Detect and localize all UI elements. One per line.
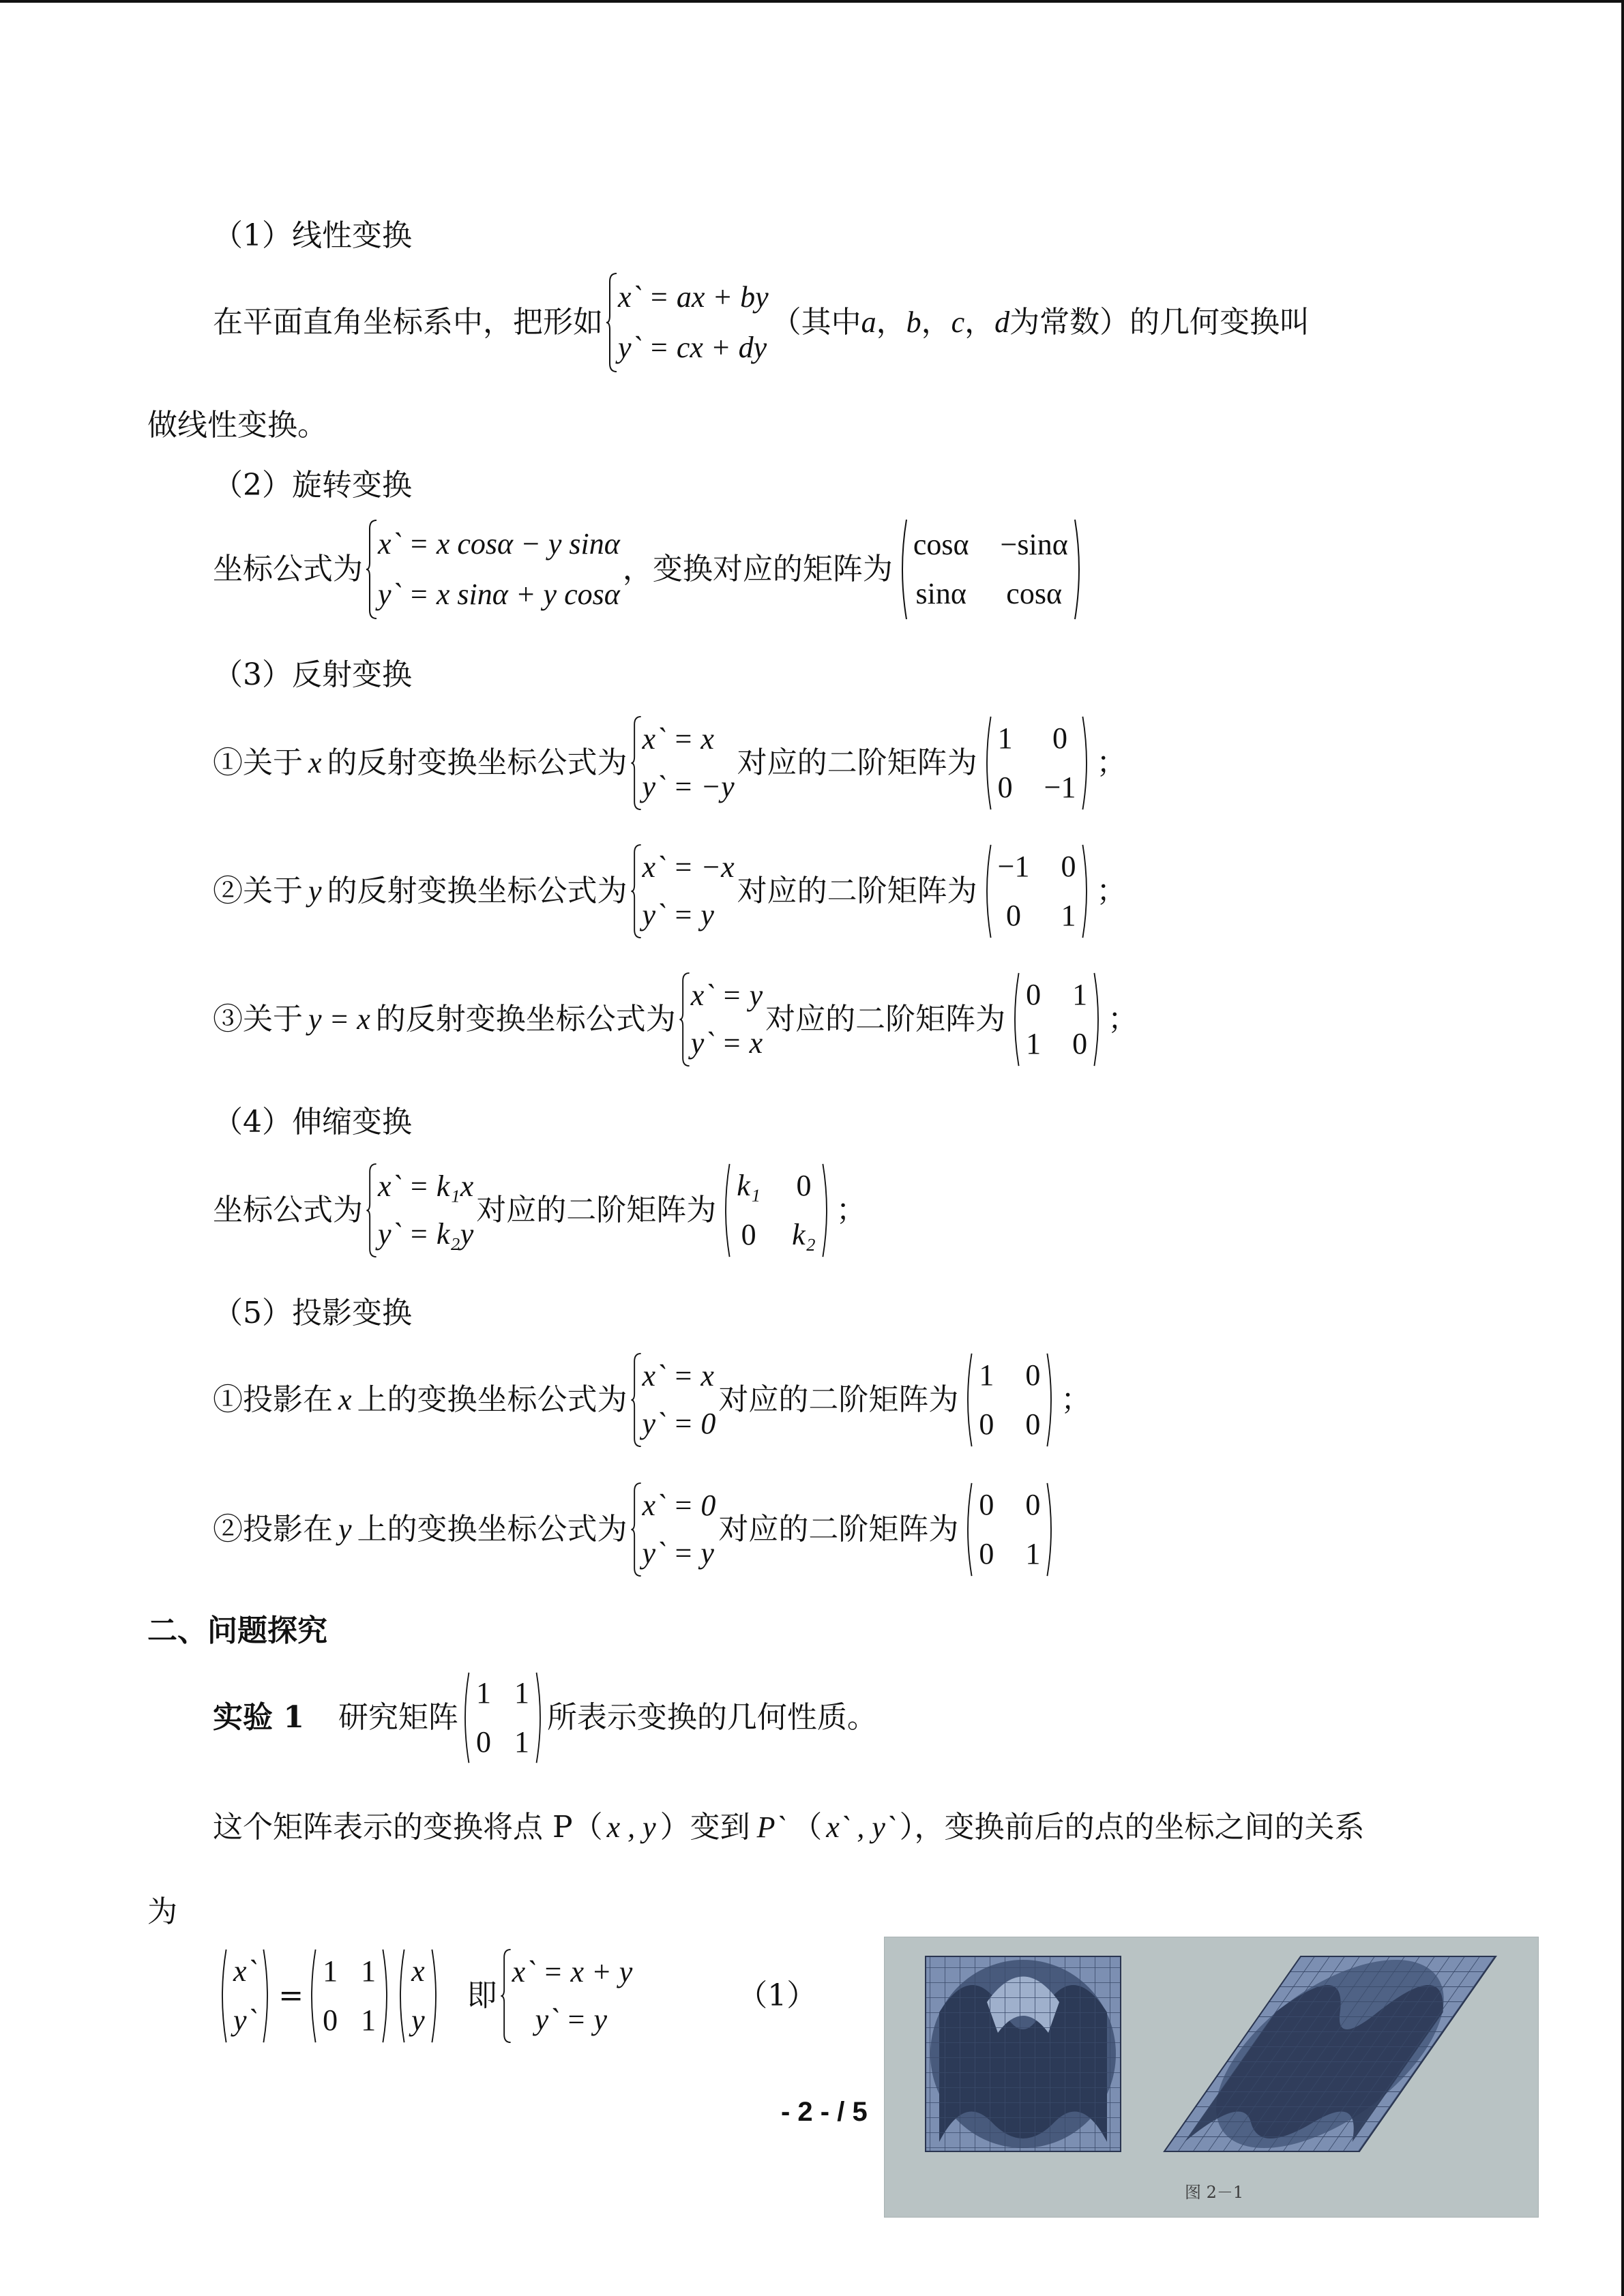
para-var: x , y	[606, 1810, 656, 1844]
item-end: ；	[1096, 874, 1127, 908]
vector-cell: x`	[233, 1954, 257, 1988]
para-text: ），变换前后的点的坐标之间的关系	[899, 1810, 1365, 1845]
matrix-cell: 1	[1025, 1537, 1041, 1570]
item-matrix	[962, 1482, 1057, 1577]
matrix-cell: 0	[979, 1537, 994, 1570]
para-line2: 为	[147, 1894, 177, 1929]
sec5-item2	[213, 1478, 1061, 1581]
right-paren-icon	[381, 1948, 392, 2044]
item-rest: 上的变换坐标公式为	[357, 1512, 628, 1547]
right-border	[1621, 0, 1624, 2296]
matrix-cell: 0	[741, 1218, 756, 1251]
item-system	[630, 1482, 716, 1577]
sec1-eq1: x` = ax + by	[618, 280, 769, 314]
final-system	[500, 1948, 633, 2044]
item-eq1: x` = 0	[642, 1489, 716, 1522]
sheared-grid	[1164, 1956, 1496, 2151]
matrix-cell: 0	[1061, 850, 1076, 883]
matrix-cell: 0	[1006, 899, 1022, 932]
comma: ，	[964, 305, 995, 340]
matrix-cell: 1	[361, 1954, 377, 1988]
item-var: y	[308, 874, 322, 908]
vector-xy	[395, 1948, 441, 2044]
var-d: d	[994, 305, 1010, 339]
sec2-para	[213, 518, 1089, 621]
item-matrix	[981, 844, 1093, 939]
matrix-cell: 0	[979, 1407, 994, 1441]
final-eq1: x` = x + y	[512, 1955, 633, 1988]
ji-text: 即	[467, 1978, 497, 2013]
left-brace-icon	[630, 844, 643, 939]
left-brace-icon	[366, 519, 378, 620]
item-var: x	[338, 1383, 352, 1416]
matrix-cell: 1	[1026, 1027, 1042, 1060]
left-paren-icon	[460, 1671, 471, 1764]
final-matrix	[306, 1948, 392, 2044]
figure-caption: 图 2－1	[1185, 2183, 1244, 2202]
sec1-line2: 做线性变换。	[147, 408, 327, 443]
right-paren-icon	[1046, 1482, 1057, 1577]
var-b: b	[906, 305, 921, 339]
sec5-title: （5）投影变换	[213, 1296, 412, 1330]
item-end: ；	[1061, 1382, 1091, 1417]
item-var: x	[308, 746, 322, 779]
item-eq2: y` = y	[642, 1536, 714, 1570]
right-paren-icon	[535, 1671, 546, 1764]
item-eq1: x` = x	[642, 1359, 714, 1392]
right-paren-icon	[1046, 1352, 1057, 1448]
sec3-title: （3）反射变换	[213, 657, 412, 692]
item-lead: ②关于	[213, 874, 303, 908]
para-text: （	[792, 1810, 823, 1845]
matrix-cell: 1	[514, 1676, 529, 1710]
top-border	[0, 0, 1624, 3]
left-paren-icon	[395, 1948, 406, 2044]
item-matrix	[1009, 972, 1104, 1067]
item-system	[630, 715, 735, 811]
equation-number: （1）	[737, 1978, 817, 2013]
sec4-end: ；	[836, 1193, 866, 1227]
sec1-text-end: 为常数）的几何变换叫	[1009, 305, 1310, 340]
right-paren-icon	[1074, 518, 1084, 621]
final-equation	[213, 1945, 816, 2047]
item-lead: ①投影在	[213, 1382, 333, 1417]
left-paren-icon	[962, 1352, 973, 1448]
sec5-item1	[213, 1349, 1091, 1451]
item-eq2: y` = 0	[642, 1407, 716, 1440]
matrix-cell: 0	[323, 2003, 338, 2037]
matrix-cell: 0	[1025, 1407, 1041, 1441]
matrix-cell: 0	[1072, 1027, 1088, 1060]
shear-figure-image	[885, 1937, 1538, 2217]
item-eq2: y` = −y	[642, 770, 735, 803]
sec1-text-before: 在平面直角坐标系中，把形如	[213, 305, 603, 340]
exp1-matrix	[460, 1671, 546, 1764]
item-mid: 对应的二阶矩阵为	[765, 1002, 1006, 1037]
item-end: ；	[1108, 1002, 1138, 1037]
exp1-label: 实验 1	[213, 1700, 304, 1735]
sec2-matrix	[897, 518, 1084, 621]
left-paren-icon	[720, 1163, 731, 1258]
sec4-lead: 坐标公式为	[213, 1193, 363, 1227]
item-eq1: x` = y	[690, 979, 763, 1012]
matrix-cell: 0	[475, 1725, 491, 1759]
left-brace-icon	[366, 1163, 378, 1258]
part2-heading: 二、问题探究	[147, 1613, 327, 1648]
sec4-title: （4）伸缩变换	[213, 1105, 412, 1139]
final-eq2: y` = y	[535, 2003, 607, 2036]
matrix-cell: 0	[1026, 978, 1042, 1011]
sec1-para	[213, 271, 1310, 374]
right-paren-icon	[1081, 715, 1092, 811]
right-paren-icon	[430, 1948, 441, 2044]
matrix-cell: 0	[979, 1488, 994, 1521]
item-system	[679, 972, 763, 1067]
page-number: - 2 - / 5	[781, 2097, 868, 2127]
item-var: y	[338, 1512, 352, 1546]
sec2-eq1: x` = x cosα − y sinα	[378, 527, 620, 561]
matrix-cell: sinα	[915, 577, 966, 610]
matrix-cell: 1	[514, 1725, 529, 1759]
item-mid: 对应的二阶矩阵为	[718, 1382, 959, 1417]
left-paren-icon	[981, 715, 992, 811]
sec4-mid: 对应的二阶矩阵为	[476, 1193, 717, 1227]
right-paren-icon	[1093, 972, 1104, 1067]
item-end: ；	[1096, 745, 1127, 780]
var-c: c	[951, 305, 965, 339]
matrix-cell: 1	[1072, 978, 1088, 1011]
matrix-cell: cosα	[1006, 577, 1063, 610]
figure-2-1	[884, 1937, 1539, 2218]
sec2-lead: 坐标公式为	[213, 552, 363, 586]
item-mid: 对应的二阶矩阵为	[718, 1512, 959, 1547]
left-brace-icon	[630, 1482, 643, 1577]
item-rest: 的反射变换坐标公式为	[375, 1002, 676, 1037]
item-eq1: x` = x	[642, 722, 714, 756]
right-paren-icon	[262, 1948, 273, 2044]
original-grid	[926, 1956, 1121, 2151]
left-paren-icon	[981, 844, 992, 939]
matrix-cell: cosα	[913, 528, 969, 561]
comma: ，	[921, 305, 951, 340]
matrix-cell: k₁	[737, 1169, 761, 1202]
item-lead: ③关于	[213, 1002, 303, 1037]
matrix-cell: −1	[1044, 771, 1076, 804]
matrix-cell: 0	[796, 1169, 812, 1202]
comma: ，	[876, 305, 906, 340]
matrix-cell: −sinα	[1000, 528, 1068, 561]
sec4-para	[213, 1159, 866, 1262]
matrix-cell: 1	[997, 721, 1013, 755]
para-text: ）变到	[660, 1810, 750, 1845]
matrix-cell: −1	[997, 850, 1030, 883]
sec2-eq2: y` = x sinα + y cosα	[378, 578, 620, 611]
left-brace-icon	[606, 272, 618, 373]
sec2-system	[366, 519, 620, 620]
item-lead: ①关于	[213, 745, 303, 780]
item-system	[630, 1352, 716, 1448]
left-paren-icon	[897, 518, 908, 621]
sec3-item2	[213, 840, 1126, 942]
sec2-mid: ，变换对应的矩阵为	[622, 552, 893, 586]
exp1-rest: 所表示变换的几何性质。	[546, 1700, 877, 1735]
para-text: 这个矩阵表示的变换将点 P（	[213, 1810, 603, 1845]
item-mid: 对应的二阶矩阵为	[737, 874, 977, 908]
para-var: P`	[756, 1810, 786, 1844]
left-brace-icon	[679, 972, 691, 1067]
item-rest: 的反射变换坐标公式为	[327, 874, 628, 908]
vector-prime	[217, 1948, 273, 2044]
left-brace-icon	[500, 1948, 512, 2044]
sec4-eq2: y` = k₂y	[378, 1217, 474, 1251]
left-paren-icon	[962, 1482, 973, 1577]
sec1-system	[606, 272, 769, 373]
sec3-item1	[213, 712, 1126, 814]
vector-cell: x	[411, 1954, 425, 1988]
sec1-title: （1）线性变换	[213, 218, 412, 253]
equals-sign: =	[278, 1978, 304, 2013]
sec1-text-after: （其中	[771, 305, 861, 340]
matrix-cell: k₂	[792, 1218, 816, 1251]
item-rest: 上的变换坐标公式为	[357, 1382, 628, 1417]
matrix-cell: 0	[1025, 1488, 1041, 1521]
item-eq2: y` = y	[642, 898, 714, 931]
sec4-matrix	[720, 1163, 832, 1258]
item-var: y = x	[308, 1002, 370, 1036]
para-line1	[213, 1808, 1365, 1847]
vector-cell: y`	[233, 2003, 257, 2037]
exp1-line	[213, 1667, 877, 1769]
sec1-eq2: y` = cx + dy	[618, 331, 767, 364]
item-lead: ②投影在	[213, 1512, 333, 1547]
item-eq1: x` = −x	[642, 850, 735, 884]
item-system	[630, 844, 735, 939]
matrix-cell: 1	[1061, 899, 1076, 932]
left-paren-icon	[217, 1948, 228, 2044]
matrix-cell: 1	[361, 2003, 377, 2037]
para-var: x` , y`	[826, 1810, 896, 1844]
vector-cell: y	[411, 2003, 425, 2037]
left-brace-icon	[630, 715, 643, 811]
sec3-item3	[213, 968, 1138, 1071]
item-matrix	[962, 1352, 1057, 1448]
left-paren-icon	[1009, 972, 1020, 1067]
matrix-cell: 1	[475, 1676, 491, 1710]
right-paren-icon	[1081, 844, 1092, 939]
matrix-cell: 1	[323, 1954, 338, 1988]
left-paren-icon	[306, 1948, 317, 2044]
item-matrix	[981, 715, 1093, 811]
matrix-cell: 1	[979, 1358, 994, 1392]
exp1-lead: 研究矩阵	[338, 1700, 458, 1735]
left-brace-icon	[630, 1352, 643, 1448]
matrix-cell: 0	[997, 771, 1013, 804]
matrix-cell: 0	[1052, 721, 1068, 755]
item-mid: 对应的二阶矩阵为	[737, 745, 977, 780]
right-paren-icon	[821, 1163, 832, 1258]
sec2-title: （2）旋转变换	[213, 468, 412, 503]
sec4-system	[366, 1163, 473, 1258]
var-a: a	[861, 305, 876, 339]
sec4-eq1: x` = k₁x	[378, 1169, 474, 1203]
item-rest: 的反射变换坐标公式为	[327, 745, 628, 780]
matrix-cell: 0	[1025, 1358, 1041, 1392]
item-eq2: y` = x	[690, 1026, 763, 1060]
